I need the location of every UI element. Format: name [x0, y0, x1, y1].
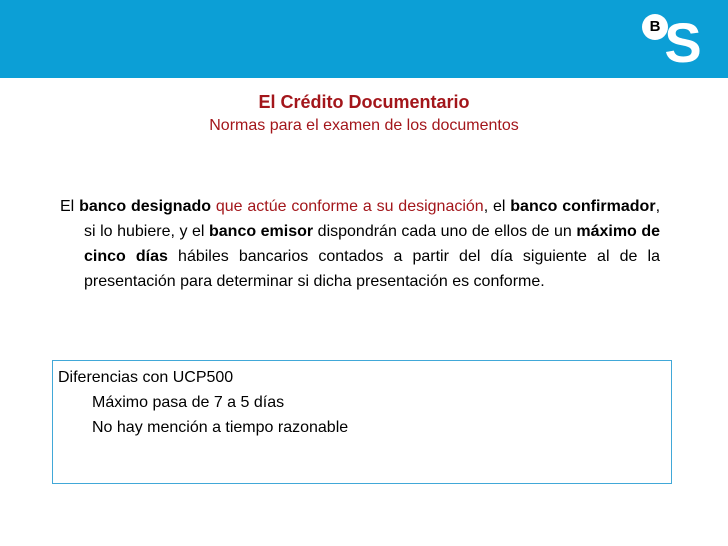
text-run: El: [60, 198, 80, 215]
term-banco-designado: banco designado: [79, 198, 212, 215]
rule-paragraph: [60, 194, 660, 294]
badge-letter: B: [649, 18, 661, 35]
text-run: , el: [483, 198, 511, 215]
difference-item: Máximo pasa de 7 a 5 días: [92, 394, 285, 411]
term-banco-emisor: banco emisor: [209, 223, 314, 240]
slide-title: El Crédito Documentario: [258, 92, 470, 112]
difference-item: No hay mención a tiempo razonable: [92, 419, 349, 436]
top-banner: [0, 0, 728, 78]
text-run: hábiles bancarios contados a partir del día siguiente al de la presentación para determinar si dicha presentación es conforme.: [84, 248, 661, 290]
term-banco-confirmador: banco confirmador: [510, 198, 656, 215]
differences-heading: Diferencias con UCP500: [58, 369, 234, 386]
text-run: dispondrán cada uno de ellos de un: [313, 223, 577, 240]
term-maximo-dias: máximo de cinco días: [84, 223, 661, 265]
bank-logo-icon: S: [664, 11, 702, 74]
highlight-designacion: que actúe conforme a su designación: [215, 198, 484, 215]
slide-subtitle: Normas para el examen de los documentos: [209, 117, 519, 134]
text-run: , si lo hubiere, y el: [84, 198, 661, 240]
